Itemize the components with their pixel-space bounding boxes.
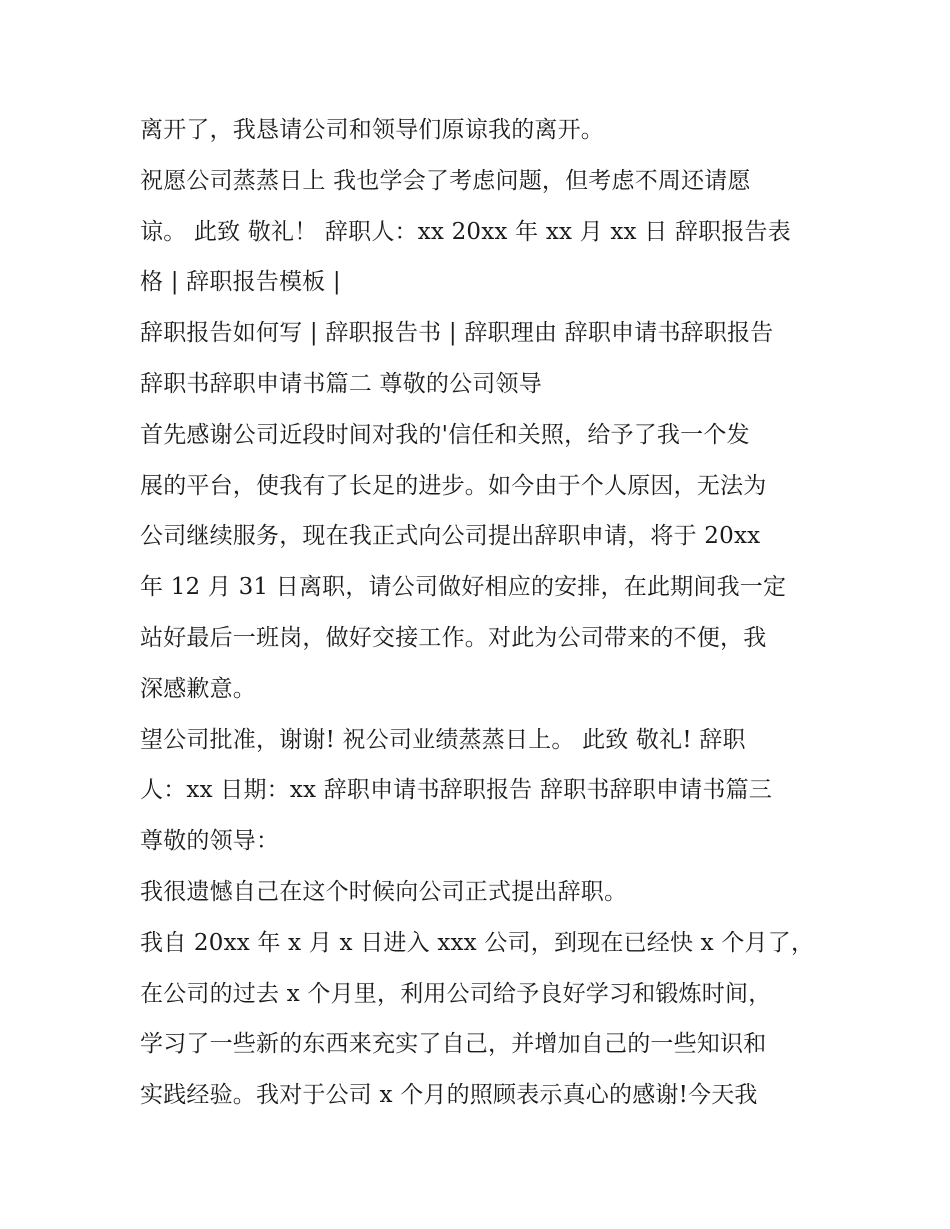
text-line: 实践经验。我对于公司 x 个月的照顾表示真心的感谢!今天我 [140, 1082, 758, 1109]
text-line: 尊敬的领导： [140, 828, 280, 855]
text-line: 首先感谢公司近段时间对我的'信任和关照，给予了我一个发 [140, 421, 750, 448]
text-line: 辞职报告如何写 | 辞职报告书 | 辞职理由 辞职申请书辞职报告 [140, 320, 774, 347]
text-line: 我自 20xx 年 x 月 x 日进入 xxx 公司，到现在已经快 x 个月了， [140, 929, 815, 956]
text-line: 年 12 月 31 日离职，请公司做好相应的安排，在此期间我一定 [140, 574, 787, 601]
text-line: 在公司的过去 x 个月里，利用公司给予良好学习和锻炼时间， [140, 980, 772, 1007]
text-line: 人：xx 日期：xx 辞职申请书辞职报告 辞职书辞职申请书篇三 [140, 777, 773, 804]
text-line: 祝愿公司蒸蒸日上 我也学会了考虑问题，但考虑不周还请愿 [140, 167, 751, 194]
document-body [140, 105, 830, 1121]
text-line: 辞职书辞职申请书篇二 尊敬的公司领导 [140, 370, 542, 397]
text-line: 离开了，我恳请公司和领导们原谅我的离开。 [140, 117, 604, 143]
text-line: 深感歉意。 [140, 675, 256, 702]
text-line: 格 | 辞职报告模板 | [140, 269, 341, 296]
text-line: 我很遗憾自己在这个时候向公司正式提出辞职。 [140, 878, 628, 905]
text-line: 公司继续服务，现在我正式向公司提出辞职申请，将于 20xx [140, 523, 761, 550]
text-line: 展的平台，使我有了长足的进步。如今由于个人原因，无法为 [140, 472, 767, 499]
text-line: 学习了一些新的东西来充实了自己，并增加自己的一些知识和 [140, 1031, 767, 1058]
text-line: 望公司批准，谢谢! 祝公司业绩蒸蒸日上。 此致 敬礼! 辞职 [140, 726, 746, 753]
text-line: 谅。 此致 敬礼！ 辞职人：xx 20xx 年 xx 月 xx 日 辞职报告表 [140, 218, 791, 245]
text-line: 站好最后一班岗，做好交接工作。对此为公司带来的不便，我 [140, 624, 767, 651]
